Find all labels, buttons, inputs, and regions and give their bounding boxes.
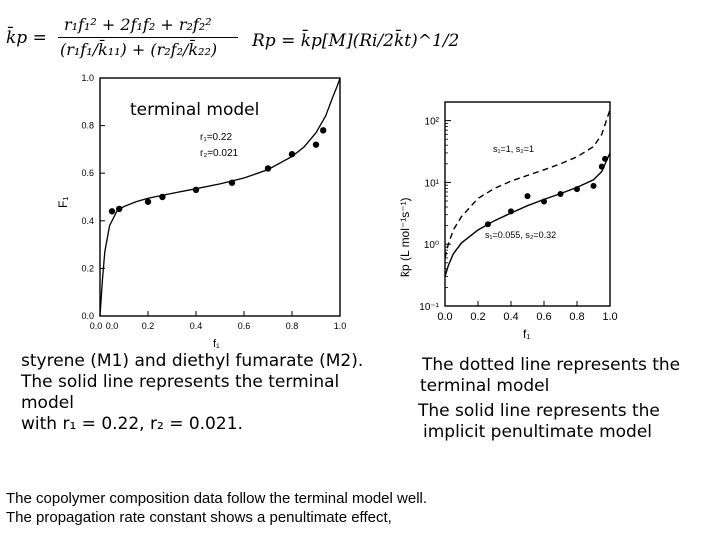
left-xtick-label: 0.8 [285, 321, 299, 331]
left-annotation-r1: r₁=0.22 [200, 132, 233, 143]
right-annotation-bottom: s₁=0.055, s₂=0.32 [485, 230, 557, 240]
left-data-point [289, 151, 295, 157]
right-caption-line4: implicit penultimate model [423, 422, 653, 442]
right-data-point [591, 183, 597, 189]
right-annotation-top: s₁=1, s₂=1 [493, 144, 535, 154]
left-xtick-label: 0.4 [189, 321, 203, 331]
right-caption-line1: The dotted line represents the [422, 355, 681, 375]
bottom-caption-line1: The copolymer composition data follow the terminal model well. [6, 490, 428, 507]
left-ytick-label: 0.2 [81, 263, 94, 274]
left-annotation-r2: r₂=0.021 [200, 148, 239, 159]
kp-denominator: (r₁f₁/k̄₁₁) + (r₂f₂/k̄₂₂) [60, 40, 218, 59]
left-caption-line3: model [21, 393, 74, 413]
left-data-point [313, 141, 319, 147]
left-data-point [265, 165, 271, 171]
left-data-point [193, 187, 199, 193]
left-xtick-label: 1.0 [333, 321, 347, 331]
left-xtick-label: 0.2 [141, 321, 155, 331]
right-data-point [574, 186, 580, 192]
left-xlabel: f₁ [213, 338, 220, 350]
right-caption-line3: The solid line represents the [418, 401, 660, 421]
right-ytick-label: 10⁻¹ [419, 302, 439, 313]
right-penultimate-model-line [445, 153, 610, 277]
right-data-point [508, 208, 514, 214]
right-caption [418, 355, 708, 443]
bottom-caption-line2: The propagation rate constant shows a penultimate effect, [6, 509, 392, 526]
right-ytick-label: 10² [424, 116, 439, 128]
left-ytick-label: 0.8 [81, 120, 94, 131]
right-xlabel: f₁ [523, 327, 531, 341]
right-data-point [525, 193, 531, 199]
rp-equation: Rp = k̄p[M](Ri/2k̄t)^1/2 [252, 31, 460, 51]
left-inner-title: terminal model [130, 100, 260, 120]
kp-equation [6, 14, 244, 64]
right-xtick-label: 1.0 [602, 311, 618, 323]
left-data-point [159, 194, 165, 200]
right-data-point [541, 199, 547, 205]
right-chart [385, 92, 630, 342]
right-ylabel: k̄p (L mol⁻¹s⁻¹) [398, 197, 412, 277]
right-xtick-label: 0.4 [503, 311, 519, 323]
right-data-point [599, 164, 605, 170]
left-caption-line2: The solid line represents the terminal [21, 372, 340, 392]
left-data-point [145, 199, 151, 205]
left-ytick-label: 0.6 [81, 168, 94, 179]
right-caption-line2: terminal model [420, 376, 550, 396]
left-xtick-label: 0.0 [89, 321, 103, 331]
left-data-point [229, 180, 235, 186]
right-ytick-label: 10¹ [424, 178, 439, 190]
right-xtick-label: 0.0 [437, 311, 453, 323]
kp-lhs: k̄p = [6, 28, 47, 48]
right-data-point [558, 191, 564, 197]
fraction-bar [58, 37, 238, 38]
right-xtick-label: 0.6 [536, 311, 552, 323]
left-chart [55, 68, 345, 358]
bottom-caption [6, 489, 427, 527]
left-ytick-label: 0.4 [81, 215, 94, 226]
right-xtick-label: 0.2 [470, 311, 486, 323]
right-plot-frame [445, 102, 610, 306]
left-data-point [116, 206, 122, 212]
kp-numerator: r₁f₁² + 2f₁f₂ + r₂f₂² [64, 15, 212, 34]
right-ytick-label: 10⁰ [423, 240, 439, 252]
left-ytick-label: 0.0 [81, 311, 94, 321]
left-caption [21, 351, 381, 435]
left-xtick-label: 0.6 [237, 321, 251, 331]
left-caption-line4: with r₁ = 0.22, r₂ = 0.021. [21, 414, 243, 434]
left-data-point [320, 127, 326, 133]
right-data-point [485, 221, 491, 227]
left-xtick-label: 0.0 [105, 321, 119, 331]
right-data-point [602, 156, 608, 162]
right-xtick-label: 0.8 [569, 311, 585, 323]
left-ytick-label: 1.0 [81, 73, 94, 83]
left-data-point [109, 208, 115, 214]
left-ylabel: F₁ [56, 196, 70, 208]
left-caption-line1: styrene (M1) and diethyl fumarate (M2). [21, 351, 364, 371]
